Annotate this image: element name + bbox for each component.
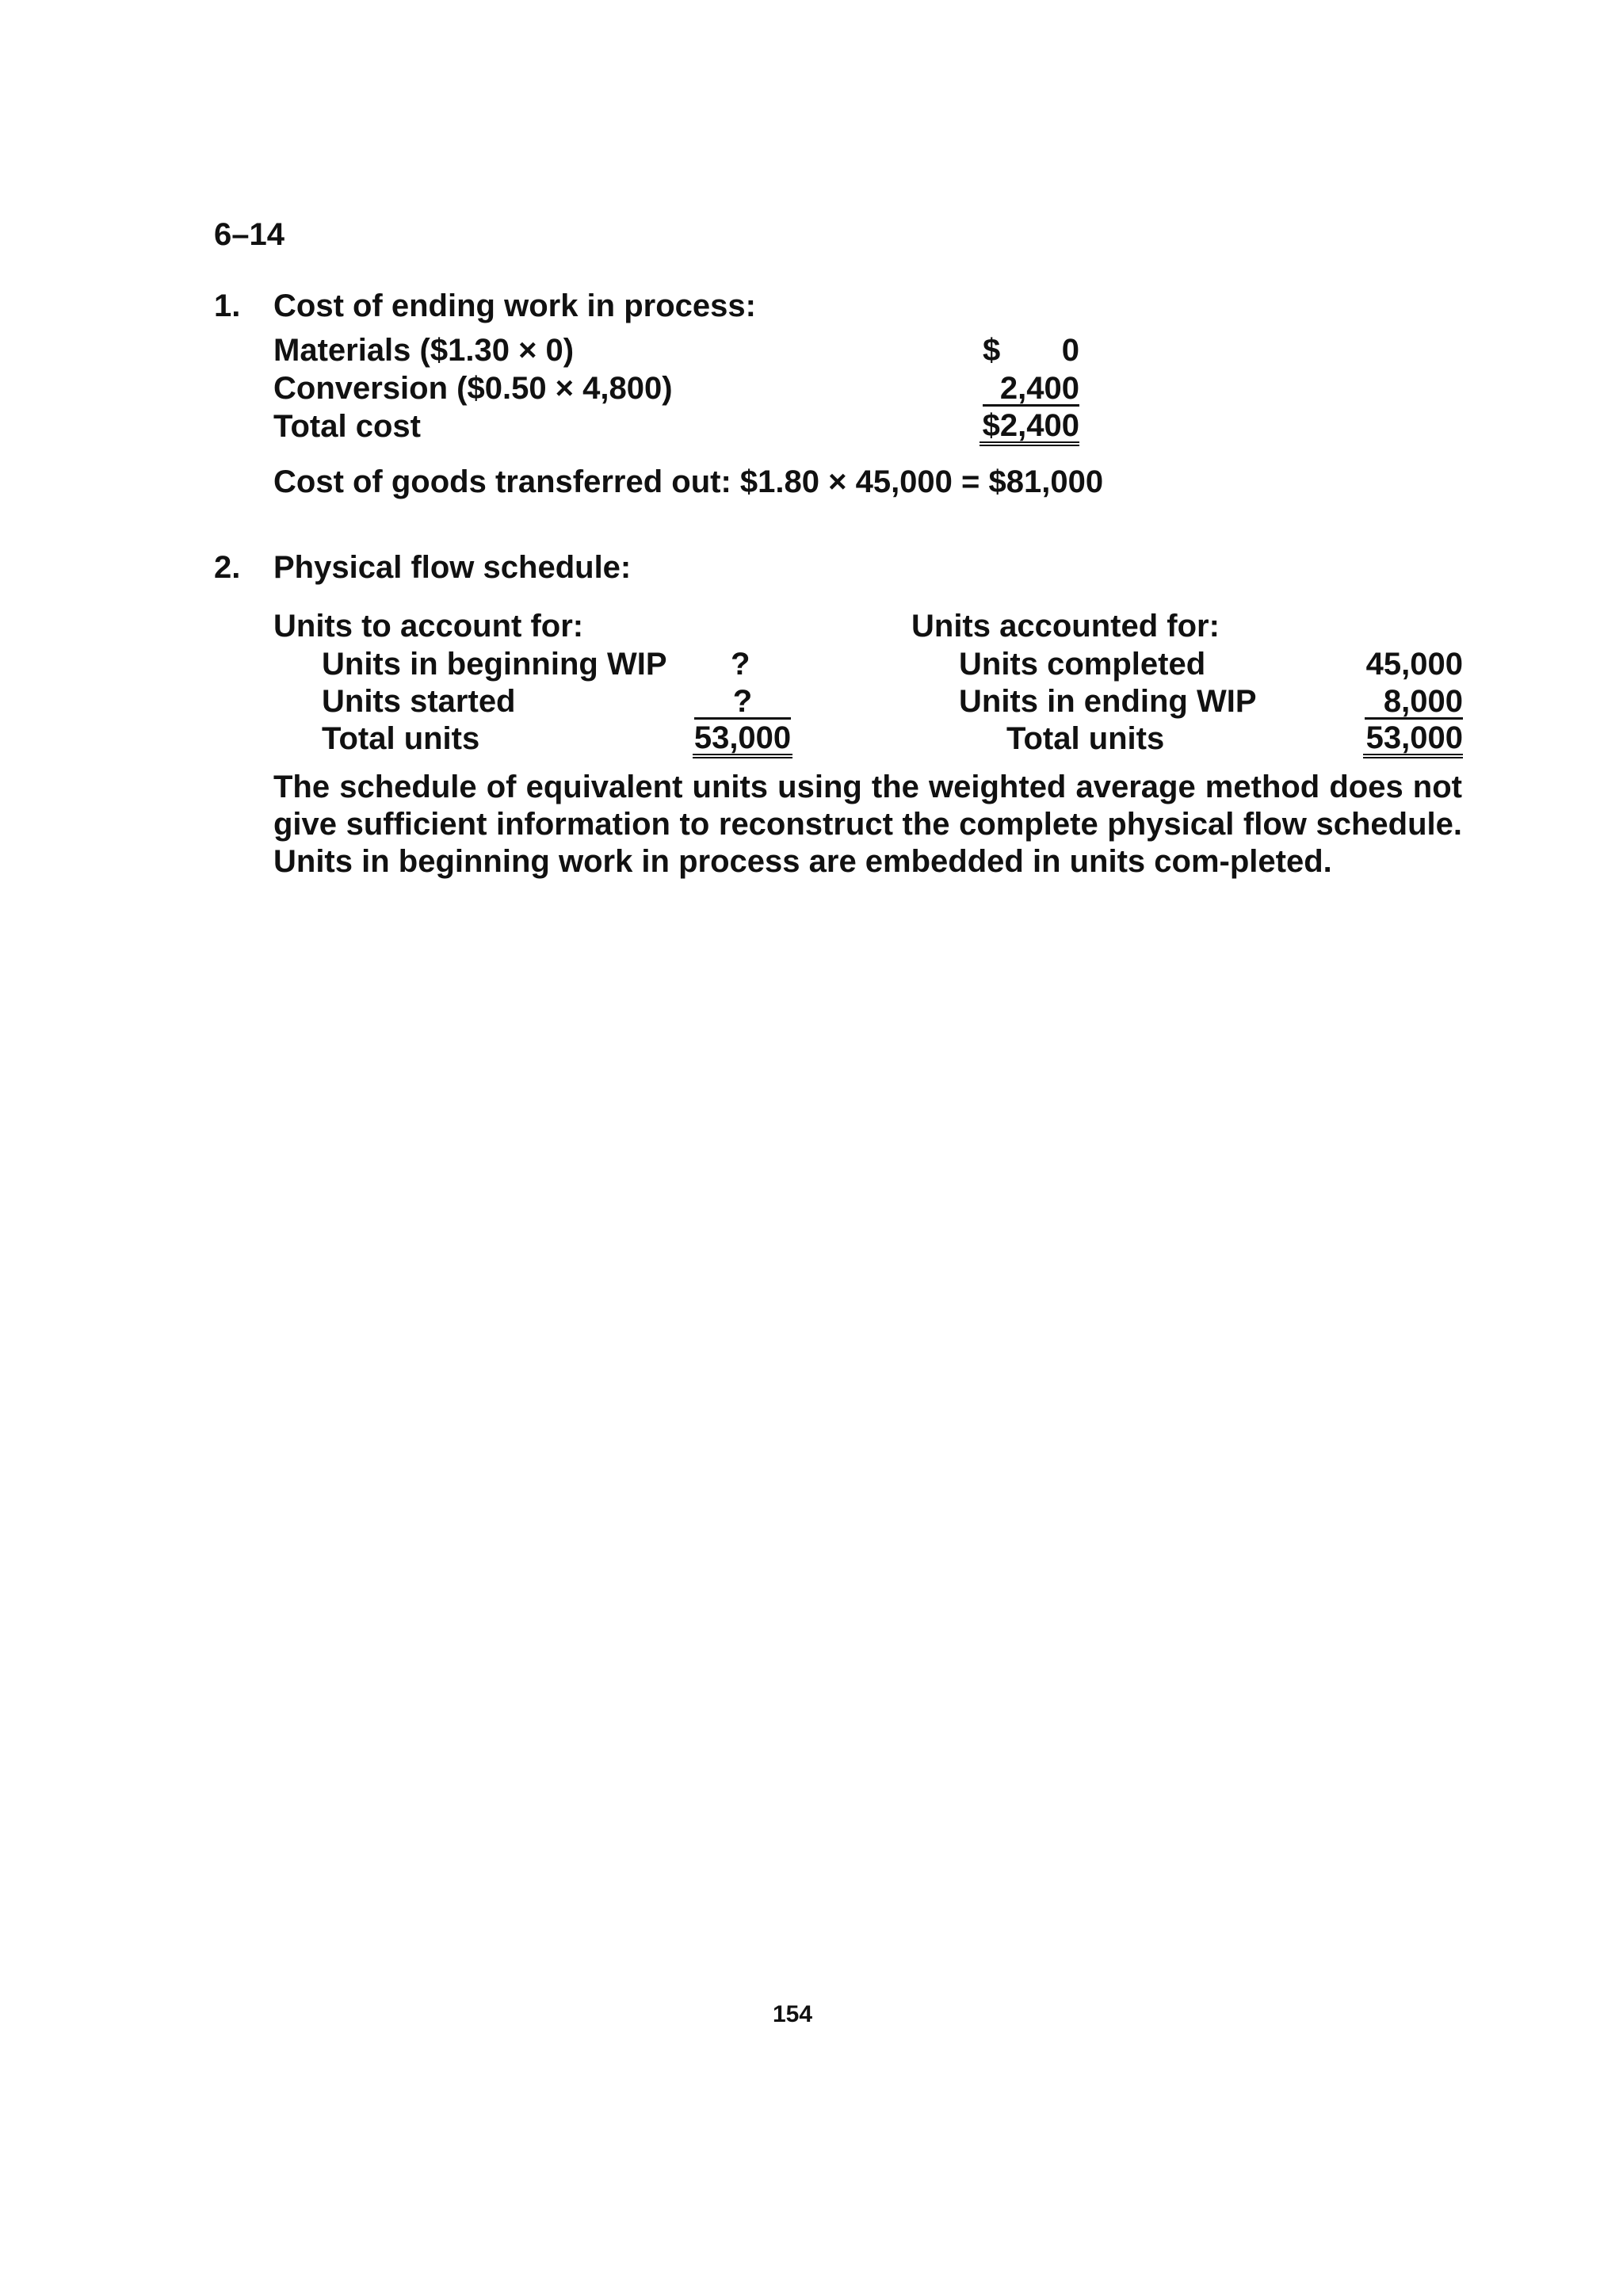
part2-number: 2.: [214, 550, 241, 585]
materials-value: 0: [1061, 333, 1079, 368]
problem-number: 6–14: [214, 217, 285, 252]
units-completed-value: 45,000: [1365, 647, 1463, 682]
materials-dollar-sign: $: [983, 333, 1001, 368]
explanation-paragraph: The schedule of equivalent units using the weighted average method does not give sufficient information to reconstruct the complete physical flow schedule. Units in beginning work in process are embedded in units com-pleted.: [273, 770, 1462, 879]
units-accounted-heading: Units accounted for:: [911, 609, 1220, 644]
left-total-units-value: 53,000: [693, 722, 792, 758]
conversion-label: Conversion ($0.50 × 4,800): [273, 371, 673, 406]
total-cost-label: Total cost: [273, 409, 421, 444]
beginning-wip-label: Units in beginning WIP: [322, 647, 667, 682]
right-total-units-label: Total units: [1006, 721, 1165, 756]
ending-wip-value: 8,000: [1365, 686, 1463, 720]
part2-heading: Physical flow schedule:: [273, 550, 632, 585]
page-number: 154: [772, 2001, 813, 2027]
total-cost-value: $2,400: [980, 410, 1079, 446]
conversion-value: 2,400: [983, 372, 1079, 407]
part1-number: 1.: [214, 288, 241, 323]
ending-wip-label: Units in ending WIP: [959, 684, 1257, 719]
units-started-label: Units started: [322, 684, 516, 719]
units-completed-label: Units completed: [959, 647, 1206, 682]
materials-label: Materials ($1.30 × 0): [273, 333, 575, 368]
transferred-out-line: Cost of goods transferred out: $1.80 × 45,000 = $81,000: [273, 464, 1104, 499]
beginning-wip-value: ?: [731, 647, 750, 682]
part1-heading: Cost of ending work in process:: [273, 288, 756, 323]
right-total-units-value: 53,000: [1363, 722, 1463, 758]
units-started-value: ?: [694, 686, 791, 720]
units-to-account-heading: Units to account for:: [273, 609, 584, 644]
left-total-units-label: Total units: [322, 721, 480, 756]
